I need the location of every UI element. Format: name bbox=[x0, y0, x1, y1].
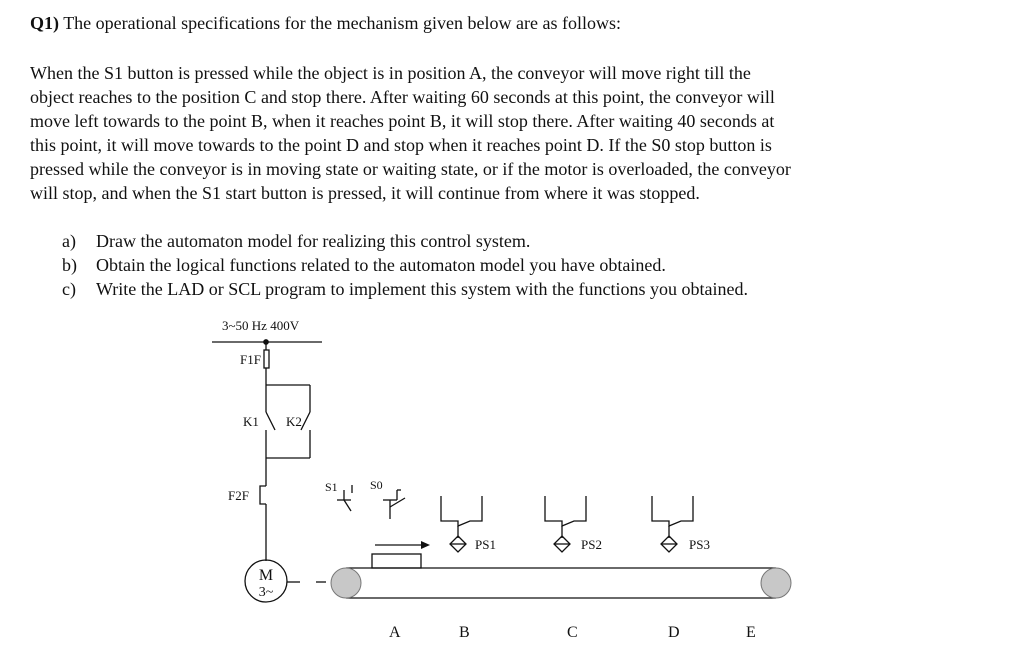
description-line: move left towards to the point B, when it reaches point B, it will stop there. After waiting 40 seconds at bbox=[30, 111, 775, 131]
fuse-label: F1F bbox=[240, 352, 261, 367]
task-text: Draw the automaton model for realizing this control system. bbox=[96, 231, 531, 251]
ps1-label: PS1 bbox=[475, 537, 496, 552]
description-line: When the S1 button is pressed while the object is in position A, the conveyor will move right till the bbox=[30, 63, 751, 83]
fuse-symbol bbox=[264, 350, 269, 368]
right-pulley bbox=[761, 568, 791, 598]
ps2-switch-symbol bbox=[545, 496, 586, 526]
s0-label: S0 bbox=[370, 478, 383, 492]
ps2-label: PS2 bbox=[581, 537, 602, 552]
overload-label: F2F bbox=[228, 488, 249, 503]
description-line: this point, it will move towards to the point D and stop when it reaches point D. If the S0 stop button is bbox=[30, 135, 772, 155]
position-a-label: A bbox=[389, 624, 401, 641]
s1-button-symbol bbox=[344, 500, 351, 511]
left-pulley bbox=[331, 568, 361, 598]
ps1-switch-symbol bbox=[441, 496, 482, 526]
task-label: b) bbox=[62, 255, 77, 275]
position-b-label: B bbox=[459, 624, 470, 641]
motor-phase-label: 3~ bbox=[258, 585, 274, 600]
object-box bbox=[372, 554, 421, 568]
position-c-label: C bbox=[567, 624, 578, 641]
task-text: Write the LAD or SCL program to implement this system with the functions you obtained. bbox=[96, 279, 749, 299]
k1-label: K1 bbox=[243, 414, 259, 429]
k1-contact-symbol bbox=[266, 412, 275, 430]
direction-arrow-head-icon bbox=[421, 541, 430, 549]
position-d-label: D bbox=[668, 624, 680, 641]
description-line: will stop, and when the S1 start button is pressed, it will continue from where it was stopped. bbox=[30, 183, 700, 203]
task-label: a) bbox=[62, 231, 76, 251]
question-number: Q1) bbox=[30, 13, 59, 33]
motor-label: M bbox=[258, 567, 274, 584]
description-line: pressed while the conveyor is in moving state or waiting state, or if the motor is overloaded, the conveyor bbox=[30, 159, 791, 179]
task-text: Obtain the logical functions related to the automaton model you have obtained. bbox=[96, 255, 666, 275]
k2-label: K2 bbox=[286, 414, 302, 429]
ps3-switch-symbol bbox=[652, 496, 693, 526]
task-label: c) bbox=[62, 279, 76, 299]
position-e-label: E bbox=[746, 624, 756, 641]
question-title-text: The operational specifications for the mechanism given below are as follows: bbox=[63, 13, 622, 33]
s1-label: S1 bbox=[325, 480, 338, 494]
k2-contact-symbol bbox=[301, 412, 310, 430]
description-line: object reaches to the position C and stop there. After waiting 60 seconds at this point, the conveyor will bbox=[30, 87, 775, 107]
ps3-label: PS3 bbox=[689, 537, 710, 552]
overload-symbol bbox=[260, 486, 266, 504]
supply-label: 3~50 Hz 400V bbox=[222, 318, 300, 333]
